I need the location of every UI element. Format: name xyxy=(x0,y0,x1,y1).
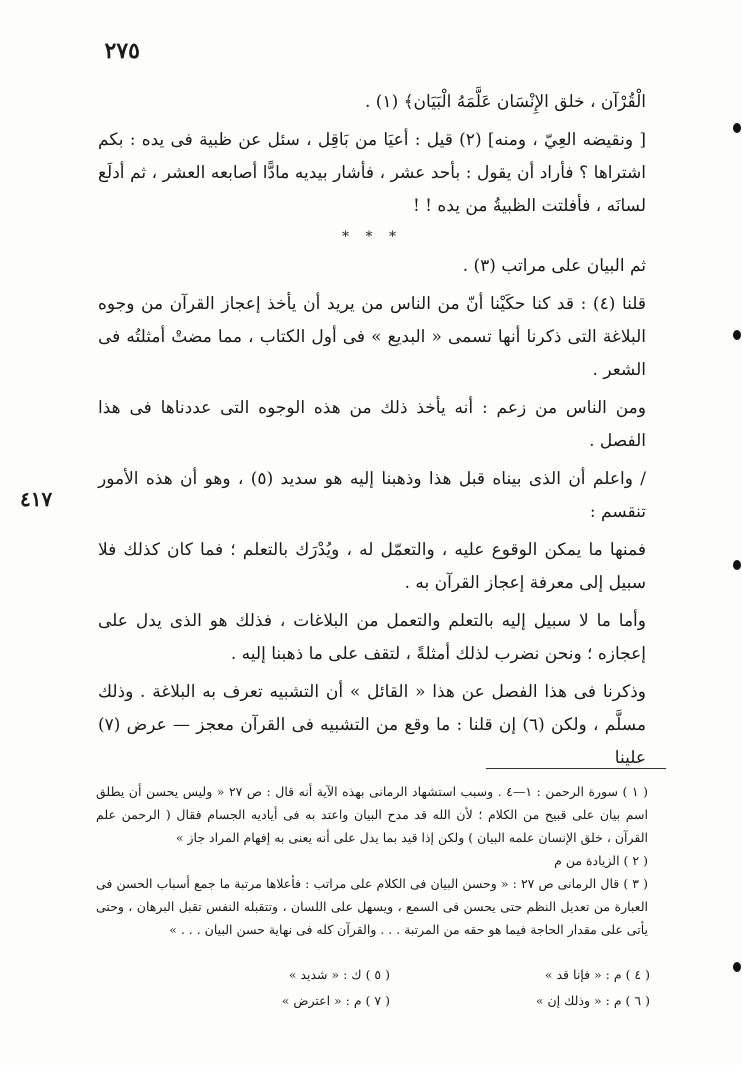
footnote-row xyxy=(150,962,650,988)
footnote-row xyxy=(150,988,650,1014)
footnote: ( ٦ ) م : « وذلك إن » xyxy=(535,993,650,1008)
footnote: ( ٧ ) م : « اعترض » xyxy=(281,993,390,1008)
binding-hole-mark xyxy=(733,962,741,972)
paragraph: [ ونقيضه العِيّ ، ومنه] (٢) قيل : أعيَا من بَاقِل ، سئل عن ظبية فى يده : بكم اشتراها ؟ فأراد أن يقول : بأحد عشر ، فأشار بيديه مادًّا أصابعه العشر ، ثم أدلَع لسانَه ، فأفلتت الظبيةُ من يده ! ! xyxy=(98,130,646,216)
footnote: ( ٢ ) الزيادة من م xyxy=(554,853,648,868)
paragraph: الْقُرْآن ، خلق الإِنْسَان عَلَّمَهُ الْبَيَان﴾ (١) . xyxy=(364,92,646,112)
paragraph: وذكرنا فى هذا الفصل عن هذا « القائل » أن التشبيه تعرف به البلاغة . وذلك مسلَّم ، ولكن (٦) إن قلنا : ما وقع من التشبيه فى القرآن معجز — عرض (٧) علينا xyxy=(98,682,646,768)
main-text xyxy=(98,86,646,780)
binding-hole-mark xyxy=(733,123,741,133)
footnote-divider xyxy=(486,768,666,769)
binding-hole-mark xyxy=(733,560,741,570)
paragraph: قلنا (٤) : قد كنا حكَيْنا أنّ من الناس من يريد أن يأخذ إعجاز القرآن من وجوه البلاغة التى ذكرنا أنها تسمى « البديع » فى أول الكتاب ، مما مضتْ أمثلتُه فى الشعر . xyxy=(98,294,647,380)
paragraph: وأما ما لا سبيل إليه بالتعلم والتعمل من البلاغات ، فذلك هو الذى يدل على إعجازه ؛ ونحن نضرب لذلك أمثلةً ، لتقف على ما ذهبنا إليه . xyxy=(98,611,646,664)
section-separator: * * * xyxy=(342,229,402,245)
binding-hole-mark xyxy=(733,330,741,340)
footnote: ( ٥ ) ك : « شديد » xyxy=(288,967,390,982)
paragraph: ثم البيان على مراتب (٣) . xyxy=(462,256,646,276)
page-number: ٢٧٥ xyxy=(104,38,140,64)
short-footnotes xyxy=(150,962,650,1014)
paragraph: فمنها ما يمكن الوقوع عليه ، والتعمّل له ، ويُدْرَك بالتعلم ؛ فما كان كذلك فلا سبيل إلى معرفة إعجاز القرآن به . xyxy=(98,540,646,593)
paragraph: / واعلم أن الذى بيناه قبل هذا وذهبنا إليه هو سديد (٥) ، وهو أن هذه الأمور تنقسم : xyxy=(98,469,646,522)
margin-page-reference: ٤١٧ xyxy=(20,487,53,511)
footnotes xyxy=(96,780,648,941)
footnote: ( ٤ ) م : « فإنا قد » xyxy=(544,967,650,982)
footnote: ( ١ ) سورة الرحمن : ١—٤ . وسبب استشهاد الرمانى بهذه الآية أنه قال : ص ٢٧ « وليس يحسن أن يطلق اسم بيان على قبيح من الكلام ؛ لأن الله قد مدح البيان واعتد به فى أياديه الجسام فقال ( الرحمن علم القرآن ، خلق الإنسان علمه البيان ) ولكن إذا قيد بما يدل على أنه يعنى به إفهام المراد جاز » xyxy=(96,784,648,845)
footnote: ( ٣ ) قال الرمانى ص ٢٧ : « وحسن البيان فى الكلام على مراتب : فأعلاها مرتبة ما جمع أسباب الحسن فى العبارة من تعديل النظم حتى يحسن فى السمع ، ويسهل على اللسان ، وتتقبله النفس تقبل البرهان ، وحتى يأتى على مقدار الحاجة فيما هو حقه من المرتبة . . . والقرآن كله فى نهاية حسن البيان . . . » xyxy=(96,876,648,937)
paragraph: ومن الناس من زعم : أنه يأخذ ذلك من هذه الوجوه التى عددناها فى هذا الفصل . xyxy=(98,398,646,451)
